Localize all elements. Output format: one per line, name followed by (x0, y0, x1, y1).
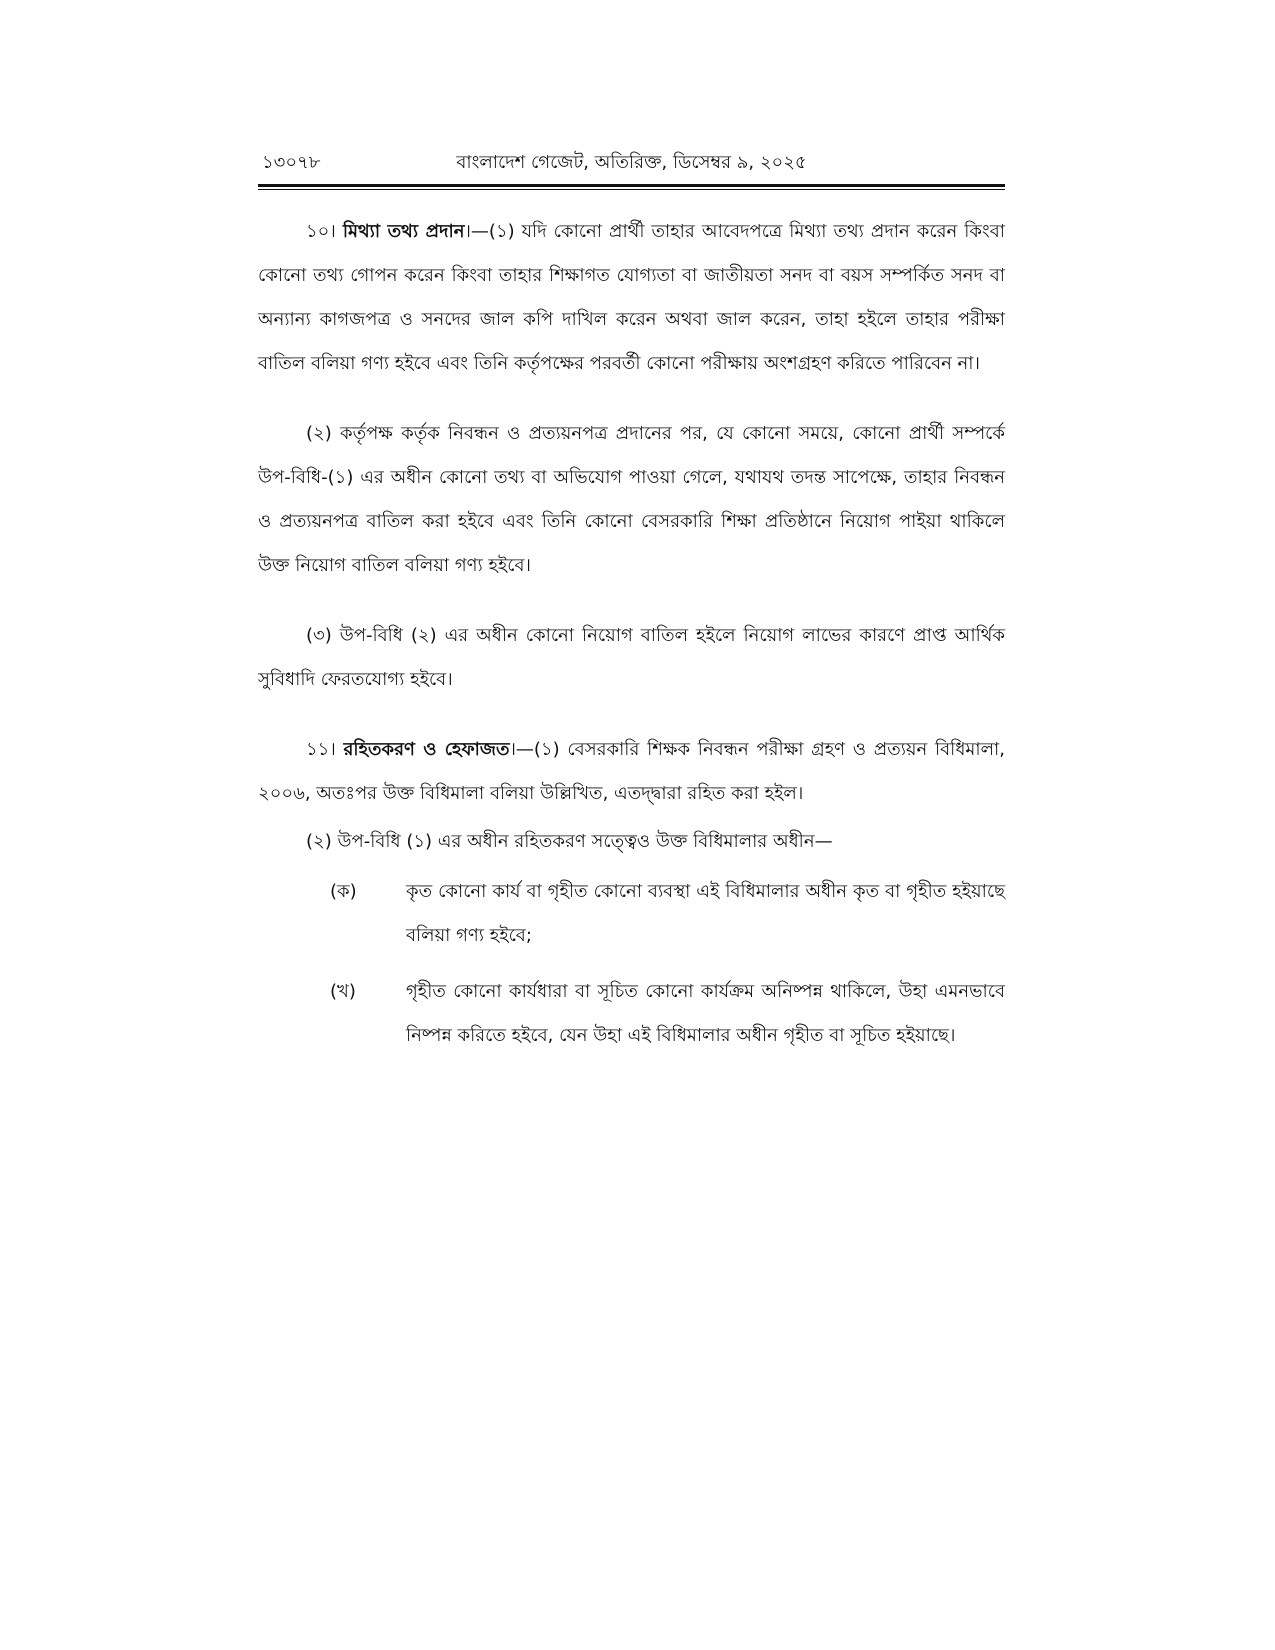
section-10-subsection-3: (৩) উপ-বিধি (২) এর অধীন কোনো নিয়োগ বাতিল হইলে নিয়োগ লাভের কারণে প্রাপ্ত আর্থিক সুবিধাদি ফেরতযোগ্য হইবে। (258, 625, 1005, 690)
section-10-heading: মিথ্যা তথ্য প্রদান (342, 221, 465, 242)
clause-text: গৃহীত কোনো কার্যধারা বা সূচিত কোনো কার্যক্রম অনিষ্পন্ন থাকিলে, উহা এমনভাবে নিষ্পন্ন করিতে হইবে, যেন উহা এই বিধিমালার অধীন গৃহীত বা সূচিত হইয়াছে। (406, 981, 1005, 1046)
section-11-sub1-text: বেসরকারি শিক্ষক নিবন্ধন পরীক্ষা গ্রহণ ও প্রত্যয়ন বিধিমালা, ২০০৬, অতঃপর উক্ত বিধিমালা বলিয়া উল্লিখিত, এতদ্দ্বারা রহিত করা হইল। (258, 739, 1005, 804)
gazette-title: বাংলাদেশ গেজেট, অতিরিক্ত, ডিসেম্বর ৯, ২০২৫ (456, 152, 807, 173)
section-11-number: ১১। (306, 739, 344, 760)
section-11-subsection-2: (২) উপ-বিধি (১) এর অধীন রহিতকরণ সত্ত্বেও উক্ত বিধিমালার অধীন— (306, 831, 833, 852)
clause-label: (ক) (330, 881, 357, 902)
page-header (258, 148, 1005, 182)
section-11-subsection-1 (258, 728, 1005, 816)
clause-text: কৃত কোনো কার্য বা গৃহীত কোনো ব্যবস্থা এই বিধিমালার অধীন কৃত বা গৃহীত হইয়াছে বলিয়া গণ্য হইবে; (406, 881, 1005, 946)
header-rule-thick (258, 184, 1005, 187)
clause-ka (330, 870, 1005, 958)
header-rule-thin (258, 189, 1005, 190)
clause-label: (খ) (330, 981, 356, 1002)
clause-kha (330, 970, 1005, 1058)
section-10-subsection-1 (258, 210, 1005, 386)
gazette-page (258, 148, 1005, 1058)
section-10-subsection-2: (২) কর্তৃপক্ষ কর্তৃক নিবন্ধন ও প্রত্যয়নপত্র প্রদানের পর, যে কোনো সময়ে, কোনো প্রার্থী সম্পর্কে উপ-বিধি-(১) এর অধীন কোনো তথ্য বা অভিযোগ পাওয়া গেলে, যথাযথ তদন্ত সাপেক্ষে, তাহার নিবন্ধন ও প্রত্যয়নপত্র বাতিল করা হইবে এবং তিনি কোনো বেসরকারি শিক্ষা প্রতিষ্ঠানে নিয়োগ পাইয়া থাকিলে উক্ত নিয়োগ বাতিল বলিয়া গণ্য হইবে। (258, 423, 1005, 576)
page-number: ১৩০৭৮ (262, 152, 321, 173)
section-10-sub1-lead: ।—(১) (464, 221, 522, 242)
section-11-heading: রহিতকরণ ও হেফাজত (343, 739, 510, 760)
section-11-sub1-lead: ।—(১) (509, 739, 568, 760)
section-10-number: ১০। (306, 221, 343, 242)
section-10-sub1-text: যদি কোনো প্রার্থী তাহার আবেদপত্রে মিথ্যা তথ্য প্রদান করেন কিংবা কোনো তথ্য গোপন করেন কিংবা তাহার শিক্ষাগত যোগ্যতা বা জাতীয়তা সনদ বা বয়স সম্পর্কিত সনদ বা অন্যান্য কাগজপত্র ও সনদের জাল কপি দাখিল করেন অথবা জাল করেন, তাহা হইলে তাহার পরীক্ষা বাতিল বলিয়া গণ্য হইবে এবং তিনি কর্তৃপক্ষের পরবর্তী কোনো পরীক্ষায় অংশগ্রহণ করিতে পারিবেন না। (258, 221, 1006, 374)
